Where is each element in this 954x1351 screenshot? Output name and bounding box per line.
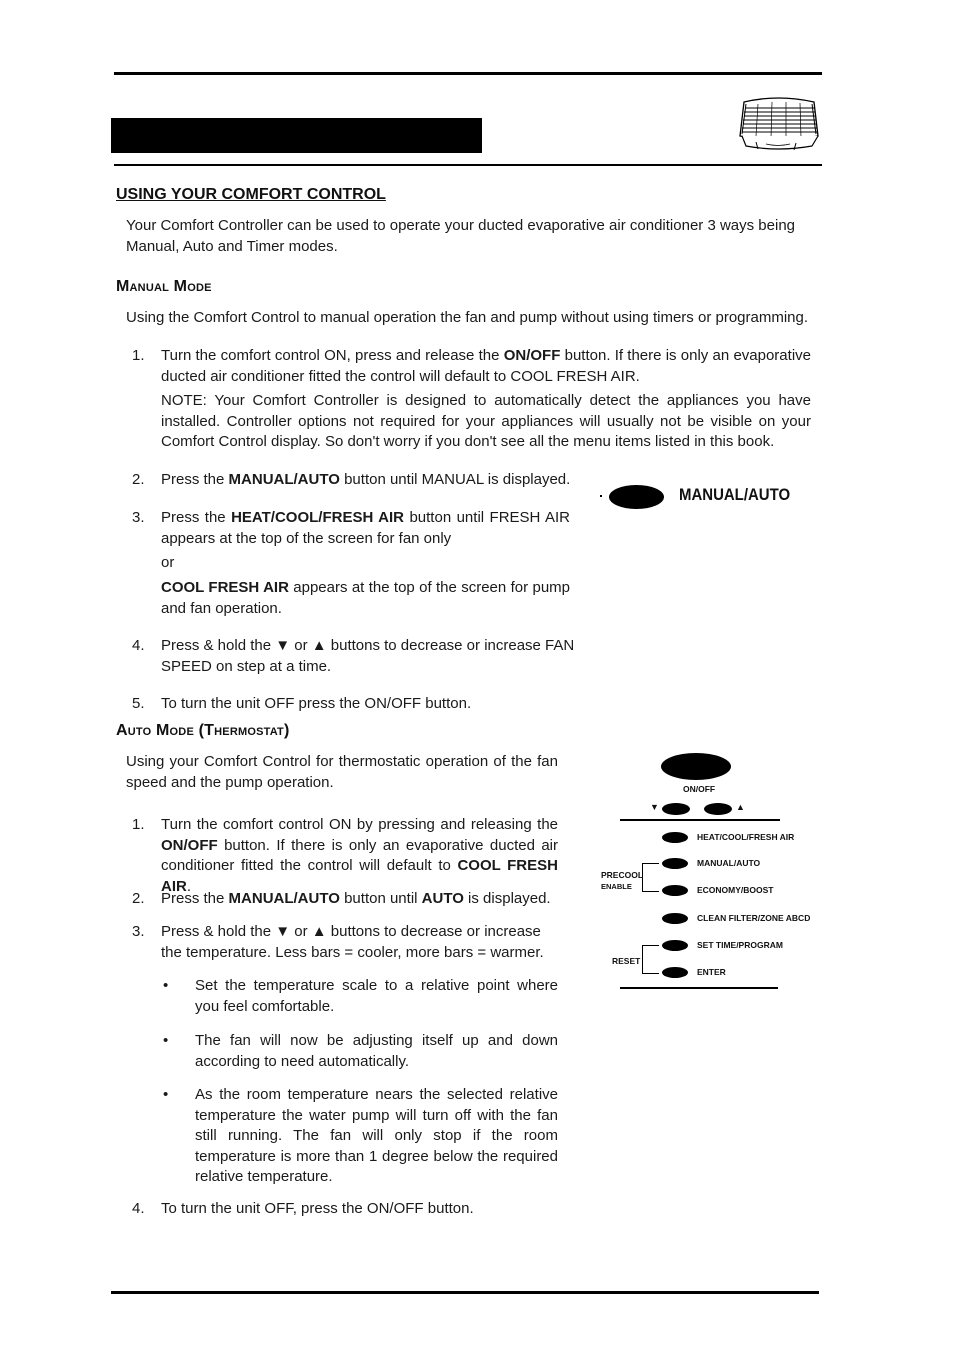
- enter-button-shape: [662, 967, 688, 978]
- manual-auto-button-shape: [609, 485, 664, 509]
- onoff-label: ON/OFF: [683, 784, 716, 794]
- top-rule: [114, 72, 822, 75]
- manual-step-1-number: 1.: [132, 347, 145, 364]
- auto-bullet-2-text: The fan will now be adjusting itself up and down according to need automatically.: [195, 1032, 558, 1070]
- manual-step-2-text: Press the MANUAL/AUTO button until MANUAL is displayed.: [161, 471, 571, 488]
- control-panel-diagram: [596, 748, 811, 998]
- auto-bullet-2-dot: •: [163, 1032, 169, 1049]
- manual-mode-heading: Manual Mode: [116, 278, 212, 295]
- heat-cool-button-shape: [662, 832, 688, 843]
- manual-auto-button-label: MANUAL/AUTO: [679, 485, 791, 504]
- auto-step-3-text: Press & hold the ▼ or ▲ buttons to decrease or increase the temperature. Less bars = cooler, more bars = warmer.: [161, 923, 544, 961]
- manual-auto-button-illustration: [600, 483, 800, 511]
- manual-step-5-number: 5.: [132, 695, 145, 712]
- auto-bullet-1-dot: •: [163, 977, 169, 994]
- set-time-button-shape: [662, 940, 688, 951]
- auto-step-4-number: 4.: [132, 1200, 145, 1217]
- manual-step-1-note: NOTE: Your Comfort Controller is designed to automatically detect the appliances you have installed. Controller options not required for your appliances will usually not be visible on your Comfort Control display. So don't worry if you don't see all the menu items listed in this book.: [161, 392, 811, 450]
- panel-divider-bottom: [620, 987, 778, 989]
- up-button-shape: [704, 803, 732, 815]
- auto-step-1-number: 1.: [132, 816, 145, 833]
- manual-step-1-text: Turn the comfort control ON, press and release the ON/OFF button. If there is only an evaporative ducted air conditioner fitted the control will default to COOL FRESH AIR.: [161, 347, 811, 385]
- auto-bullet-1-text: Set the temperature scale to a relative point where you feel comfortable.: [195, 977, 558, 1015]
- economy-button-shape: [662, 885, 688, 896]
- manual-step-3-number: 3.: [132, 509, 145, 526]
- heat-cool-label: HEAT/COOL/FRESH AIR: [697, 832, 795, 842]
- header-bottom-rule: [114, 164, 822, 166]
- manual-auto-small-button-shape: [662, 858, 688, 869]
- enable-label: ENABLE: [601, 882, 632, 891]
- enter-label: ENTER: [697, 967, 726, 977]
- down-arrow-label: ▼: [650, 802, 659, 812]
- auto-step-1-text: Turn the comfort control ON by pressing and releasing the ON/OFF button. If there is only an evaporative ducted air conditioner fitted the control will default to COOL FRESH AIR.: [161, 816, 558, 895]
- section-intro: Your Comfort Controller can be used to operate your ducted evaporative air conditioner 3 ways being Manual, Auto and Timer modes.: [126, 217, 796, 255]
- manual-auto-small-label: MANUAL/AUTO: [697, 858, 761, 868]
- manual-step-3-alt: COOL FRESH AIR appears at the top of the screen for pump and fan operation.: [161, 579, 570, 617]
- clean-filter-button-shape: [662, 913, 688, 924]
- onoff-button-shape: [661, 753, 731, 780]
- precool-label: PRECOOL: [601, 870, 644, 880]
- up-arrow-label: ▲: [736, 802, 745, 812]
- manual-step-3-or: or: [161, 554, 175, 571]
- auto-bullet-3-text: As the room temperature nears the selected relative temperature the water pump will turn off with the fan still running. The fan will only stop if the room temperature is more than 1 degree below the required relative temperature.: [195, 1086, 558, 1185]
- manual-mode-intro: Using the Comfort Control to manual operation the fan and pump without using timers or programming.: [126, 309, 809, 326]
- auto-step-2-text: Press the MANUAL/AUTO button until AUTO is displayed.: [161, 890, 551, 907]
- reset-bracket: [642, 945, 659, 974]
- manual-step-4-number: 4.: [132, 637, 145, 654]
- manual-step-3-text: Press the HEAT/COOL/FRESH AIR button until FRESH AIR appears at the top of the screen for fan only: [161, 509, 571, 547]
- chapter-title-bar: [111, 118, 482, 153]
- economy-label: ECONOMY/BOOST: [697, 885, 774, 895]
- reset-label: RESET: [612, 956, 641, 966]
- auto-step-4-text: To turn the unit OFF, press the ON/OFF button.: [161, 1200, 474, 1217]
- manual-step-2-number: 2.: [132, 471, 145, 488]
- auto-step-2-number: 2.: [132, 890, 145, 907]
- panel-divider-top: [620, 819, 780, 821]
- air-conditioner-unit-icon: [736, 96, 820, 154]
- precool-bracket: [642, 863, 659, 892]
- clean-filter-label: CLEAN FILTER/ZONE ABCD: [697, 913, 811, 923]
- down-button-shape: [662, 803, 690, 815]
- auto-mode-heading: Auto Mode (Thermostat): [116, 722, 290, 739]
- section-heading: USING YOUR COMFORT CONTROL: [116, 186, 386, 203]
- set-time-label: SET TIME/PROGRAM: [697, 940, 783, 950]
- manual-step-4-text: Press & hold the ▼ or ▲ buttons to decrease or increase FAN SPEED on step at a time.: [161, 637, 575, 675]
- auto-bullet-3-dot: •: [163, 1086, 169, 1103]
- manual-step-5-text: To turn the unit OFF press the ON/OFF button.: [161, 695, 472, 712]
- auto-mode-intro: Using your Comfort Control for thermostatic operation of the fan speed and the pump operation.: [126, 753, 558, 791]
- auto-step-3-number: 3.: [132, 923, 145, 940]
- footer-rule: [111, 1291, 819, 1294]
